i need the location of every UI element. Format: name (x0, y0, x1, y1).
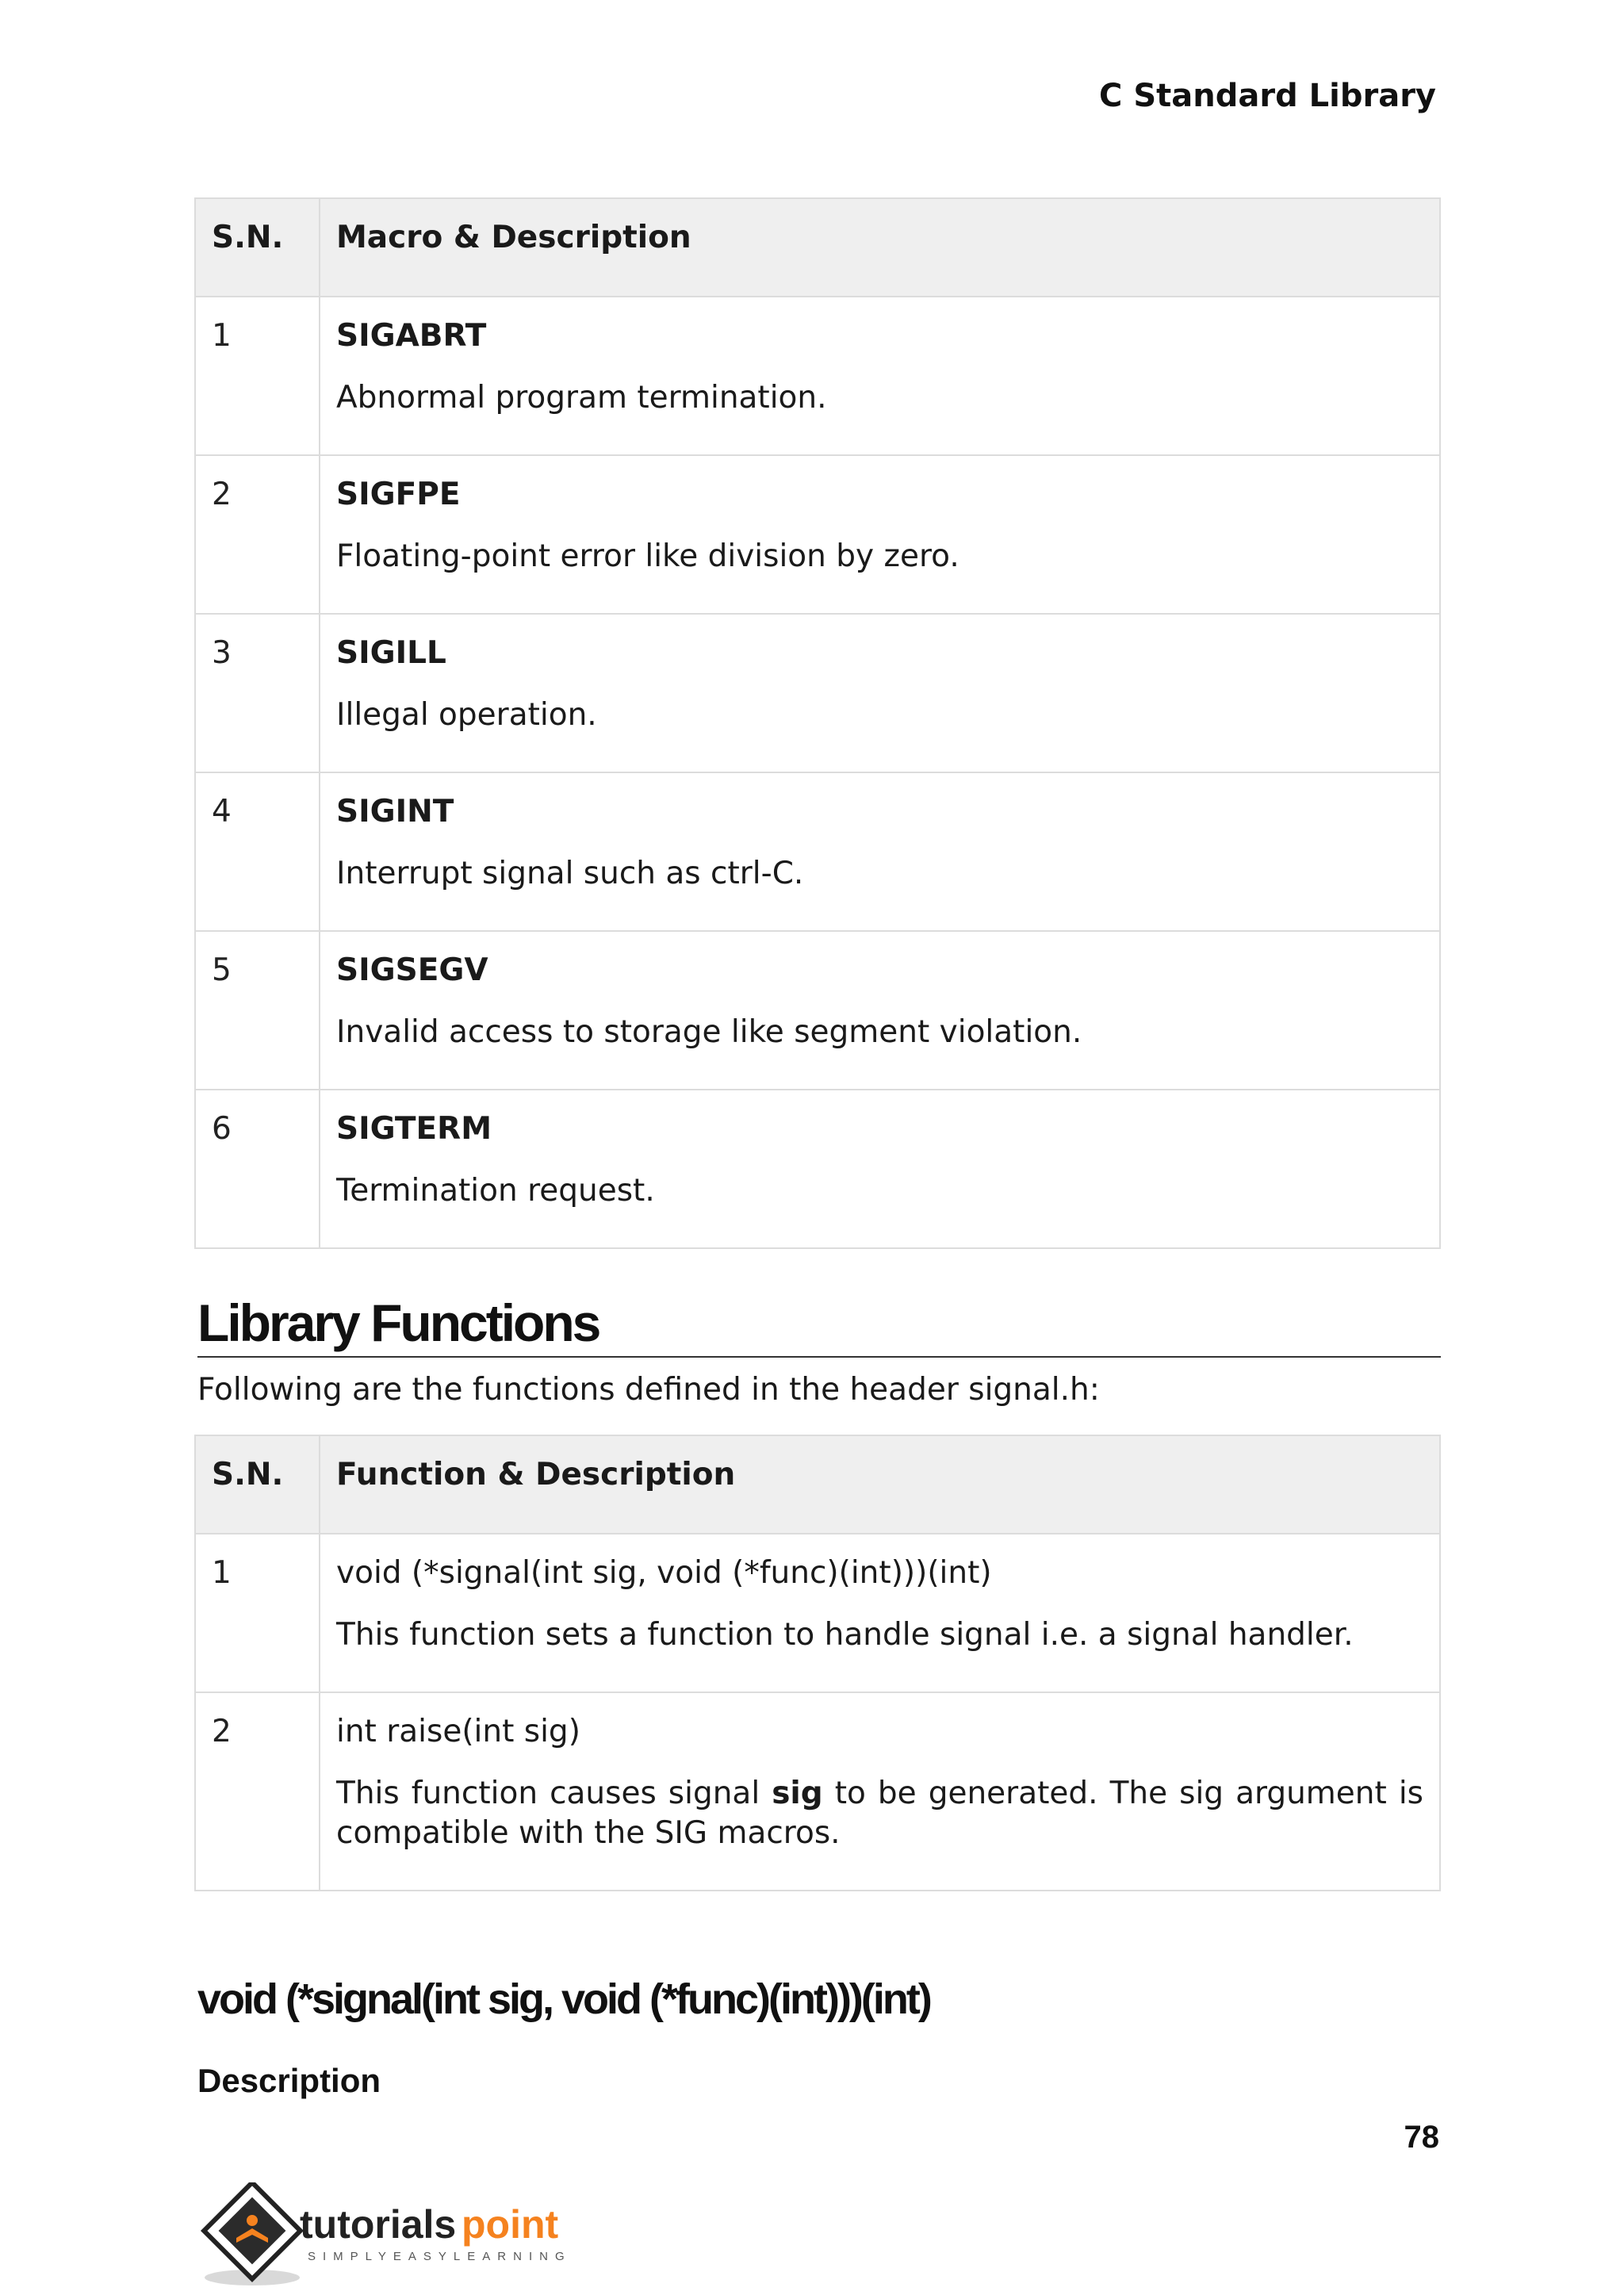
logo-tagline: SIMPLYEASYLEARNING (308, 2250, 572, 2263)
table-row (195, 297, 1440, 455)
macro-name: SIGINT (336, 794, 454, 829)
row-number: 1 (195, 297, 320, 455)
section-intro: Following are the functions defined in the header signal.h: (197, 1372, 1100, 1408)
subsection-title-signal: void (*signal(int sig, void (*func)(int)))(int) (197, 1975, 930, 2023)
column-header-macro: Macro & Description (320, 198, 1440, 297)
description-part: This function causes signal (336, 1776, 772, 1811)
macro-description: Floating-point error like division by zero. (336, 538, 959, 574)
macro-description: Illegal operation. (336, 697, 597, 733)
function-signature: int raise(int sig) (336, 1714, 580, 1749)
function-description: This function sets a function to handle signal i.e. a signal handler. (336, 1617, 1354, 1653)
table-header-row (195, 1435, 1440, 1534)
logo-text-main: tutorials (300, 2202, 457, 2247)
row-content (320, 455, 1440, 614)
logo-figure-head (247, 2215, 258, 2226)
section-title-library-functions: Library Functions (197, 1291, 1441, 1358)
column-header-function: Function & Description (320, 1435, 1440, 1534)
page-number: 78 (1404, 2120, 1439, 2155)
table-row (195, 772, 1440, 931)
row-content (320, 931, 1440, 1090)
macro-description: Abnormal program termination. (336, 380, 827, 416)
table-row (195, 931, 1440, 1090)
macro-name: SIGILL (336, 635, 446, 671)
macro-name: SIGABRT (336, 318, 487, 354)
column-header-sn: S.N. (195, 198, 320, 297)
row-number: 2 (195, 455, 320, 614)
table-row (195, 1534, 1440, 1692)
subheading-description: Description (197, 2062, 381, 2099)
row-number: 6 (195, 1090, 320, 1248)
row-number: 4 (195, 772, 320, 931)
table-row (195, 614, 1440, 772)
row-content (320, 1692, 1440, 1891)
row-content (320, 1090, 1440, 1248)
running-header: C Standard Library (1099, 78, 1436, 114)
function-table (194, 1435, 1441, 1891)
row-number: 5 (195, 931, 320, 1090)
table-row (195, 1090, 1440, 1248)
table-header-row (195, 198, 1440, 297)
tutorialspoint-logo (198, 2182, 579, 2293)
macro-table (194, 197, 1441, 1249)
table-row (195, 1692, 1440, 1891)
column-header-sn: S.N. (195, 1435, 320, 1534)
row-number: 3 (195, 614, 320, 772)
table-row (195, 455, 1440, 614)
macro-description: Invalid access to storage like segment violation. (336, 1014, 1082, 1050)
row-content (320, 297, 1440, 455)
row-content (320, 1534, 1440, 1692)
description-bold-term: sig (772, 1776, 823, 1811)
logo-text-accent: point (462, 2202, 559, 2247)
macro-name: SIGSEGV (336, 952, 488, 988)
row-content (320, 614, 1440, 772)
row-content (320, 772, 1440, 931)
row-number: 1 (195, 1534, 320, 1692)
macro-description: Interrupt signal such as ctrl-C. (336, 856, 804, 891)
function-description (336, 1774, 1423, 1853)
description-part: to be generated. The sig argument is compatible with the SIG macros. (336, 1776, 1423, 1851)
function-signature: void (*signal(int sig, void (*func)(int)))(int) (336, 1555, 992, 1591)
row-number: 2 (195, 1692, 320, 1891)
macro-description: Termination request. (336, 1173, 655, 1209)
macro-name: SIGFPE (336, 477, 461, 512)
macro-name: SIGTERM (336, 1111, 492, 1147)
